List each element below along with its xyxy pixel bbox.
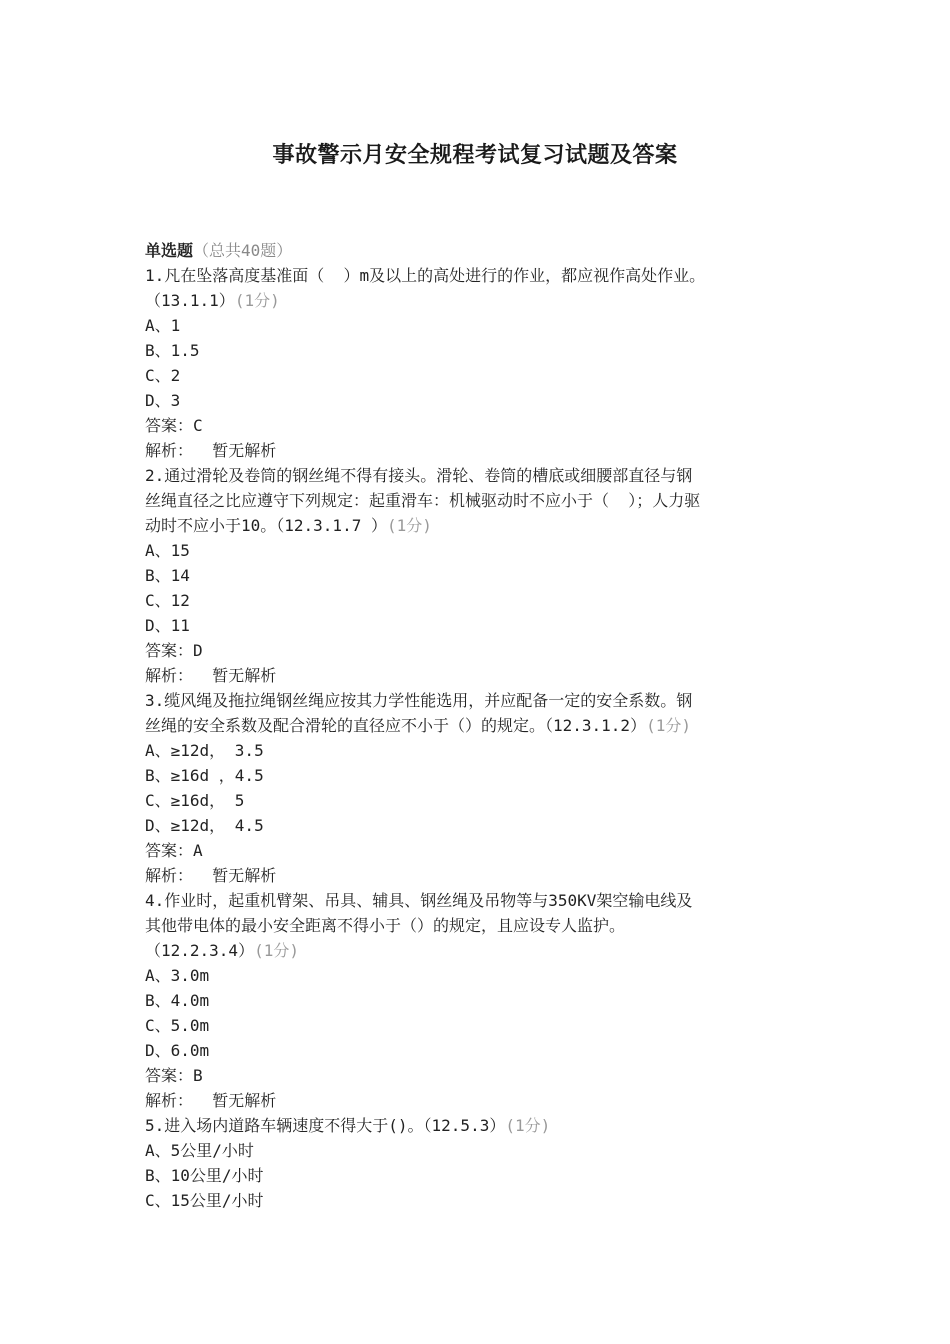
answer-prefix: 答案： xyxy=(145,416,194,435)
answer-option: A、≥12d， 3.5 xyxy=(145,741,264,760)
answer-option: C、12 xyxy=(145,591,190,610)
answer-option: D、3 xyxy=(145,391,181,410)
answer-value: A xyxy=(193,841,203,860)
answer-option: B、14 xyxy=(145,566,190,585)
answer-option: C、≥16d， 5 xyxy=(145,791,245,810)
question-text: 动时不应小于10。（12.3.1.7 ） xyxy=(145,516,387,535)
answer-value: C xyxy=(193,416,203,435)
question-list xyxy=(145,238,810,1213)
analysis-value: 暂无解析 xyxy=(212,866,277,885)
answer-option: C、15公里/小时 xyxy=(145,1191,264,1210)
question-text: 5.进入场内道路车辆速度不得大于()。（12.5.3） xyxy=(145,1116,506,1135)
question-score: (1分) xyxy=(234,291,280,310)
answer-option: B、1.5 xyxy=(145,341,200,360)
answer-option: D、6.0m xyxy=(145,1041,210,1060)
analysis-prefix: 解析： xyxy=(145,666,194,685)
question-item xyxy=(145,463,810,688)
answer-option: A、3.0m xyxy=(145,966,210,985)
question-score: (1分) xyxy=(386,516,432,535)
analysis-prefix: 解析： xyxy=(145,1091,194,1110)
question-score: (1分) xyxy=(646,716,691,735)
answer-option: A、15 xyxy=(145,541,190,560)
question-text: 丝绳直径之比应遵守下列规定：起重滑车：机械驱动时不应小于（ ）；人力驱 xyxy=(145,491,701,510)
question-text-line xyxy=(145,688,810,713)
question-item xyxy=(145,888,810,1113)
answer-value: D xyxy=(193,641,203,660)
page-title: 事故警示月安全规程考试复习试题及答案 xyxy=(272,142,678,168)
answer-option: B、≥16d ，4.5 xyxy=(145,766,264,785)
question-item xyxy=(145,1113,810,1213)
question-score: (1分) xyxy=(254,941,299,960)
question-text: 3.缆风绳及拖拉绳钢丝绳应按其力学性能选用，并应配备一定的安全系数。钢 xyxy=(145,691,693,710)
section-label: 单选题 xyxy=(145,241,194,260)
question-text-line xyxy=(145,488,810,513)
section-heading xyxy=(145,238,810,263)
question-text-line xyxy=(145,938,810,963)
analysis-prefix: 解析： xyxy=(145,441,194,460)
answer-line xyxy=(145,838,810,863)
question-text: （12.2.3.4） xyxy=(145,941,255,960)
question-text: （13.1.1） xyxy=(145,291,235,310)
answer-prefix: 答案： xyxy=(145,841,194,860)
question-text-line xyxy=(145,1113,810,1138)
question-text-line xyxy=(145,913,810,938)
answer-option: A、1 xyxy=(145,316,181,335)
answer-line xyxy=(145,1063,810,1088)
question-text: 4.作业时，起重机臂架、吊具、辅具、钢丝绳及吊物等与350KV架空输电线及 xyxy=(145,891,693,910)
answer-option: C、2 xyxy=(145,366,181,385)
answer-option: D、≥12d， 4.5 xyxy=(145,816,264,835)
answer-option: B、10公里/小时 xyxy=(145,1166,264,1185)
question-text: 2.通过滑轮及卷筒的钢丝绳不得有接头。滑轮、卷筒的槽底或细腰部直径与钢 xyxy=(145,466,693,485)
analysis-line xyxy=(145,863,810,888)
question-text: 其他带电体的最小安全距离不得小于（）的规定，且应设专人监护。 xyxy=(145,916,626,935)
answer-prefix: 答案： xyxy=(145,641,194,660)
question-text-line xyxy=(145,463,810,488)
analysis-line xyxy=(145,438,810,463)
section-count: （总共40题） xyxy=(193,241,293,260)
question-text: 1.凡在坠落高度基准面（ ）m及以上的高处进行的作业，都应视作高处作业。 xyxy=(145,266,706,285)
analysis-prefix: 解析： xyxy=(145,866,194,885)
question-text-line xyxy=(145,513,810,538)
analysis-value: 暂无解析 xyxy=(212,1091,277,1110)
question-text-line xyxy=(145,288,810,313)
answer-option: A、5公里/小时 xyxy=(145,1141,254,1160)
answer-line xyxy=(145,413,810,438)
question-item xyxy=(145,688,810,888)
question-text-line xyxy=(145,263,810,288)
question-text-line xyxy=(145,713,810,738)
answer-option: D、11 xyxy=(145,616,190,635)
analysis-line xyxy=(145,1088,810,1113)
analysis-value: 暂无解析 xyxy=(212,441,277,460)
question-item xyxy=(145,263,810,463)
question-score: (1分) xyxy=(505,1116,551,1135)
answer-option: B、4.0m xyxy=(145,991,210,1010)
analysis-line xyxy=(145,663,810,688)
answer-value: B xyxy=(193,1066,203,1085)
answer-option: C、5.0m xyxy=(145,1016,210,1035)
question-text-line xyxy=(145,888,810,913)
question-text: 丝绳的安全系数及配合滑轮的直径应不小于（）的规定。（12.3.1.2） xyxy=(145,716,647,735)
analysis-value: 暂无解析 xyxy=(212,666,277,685)
answer-prefix: 答案： xyxy=(145,1066,194,1085)
answer-line xyxy=(145,638,810,663)
